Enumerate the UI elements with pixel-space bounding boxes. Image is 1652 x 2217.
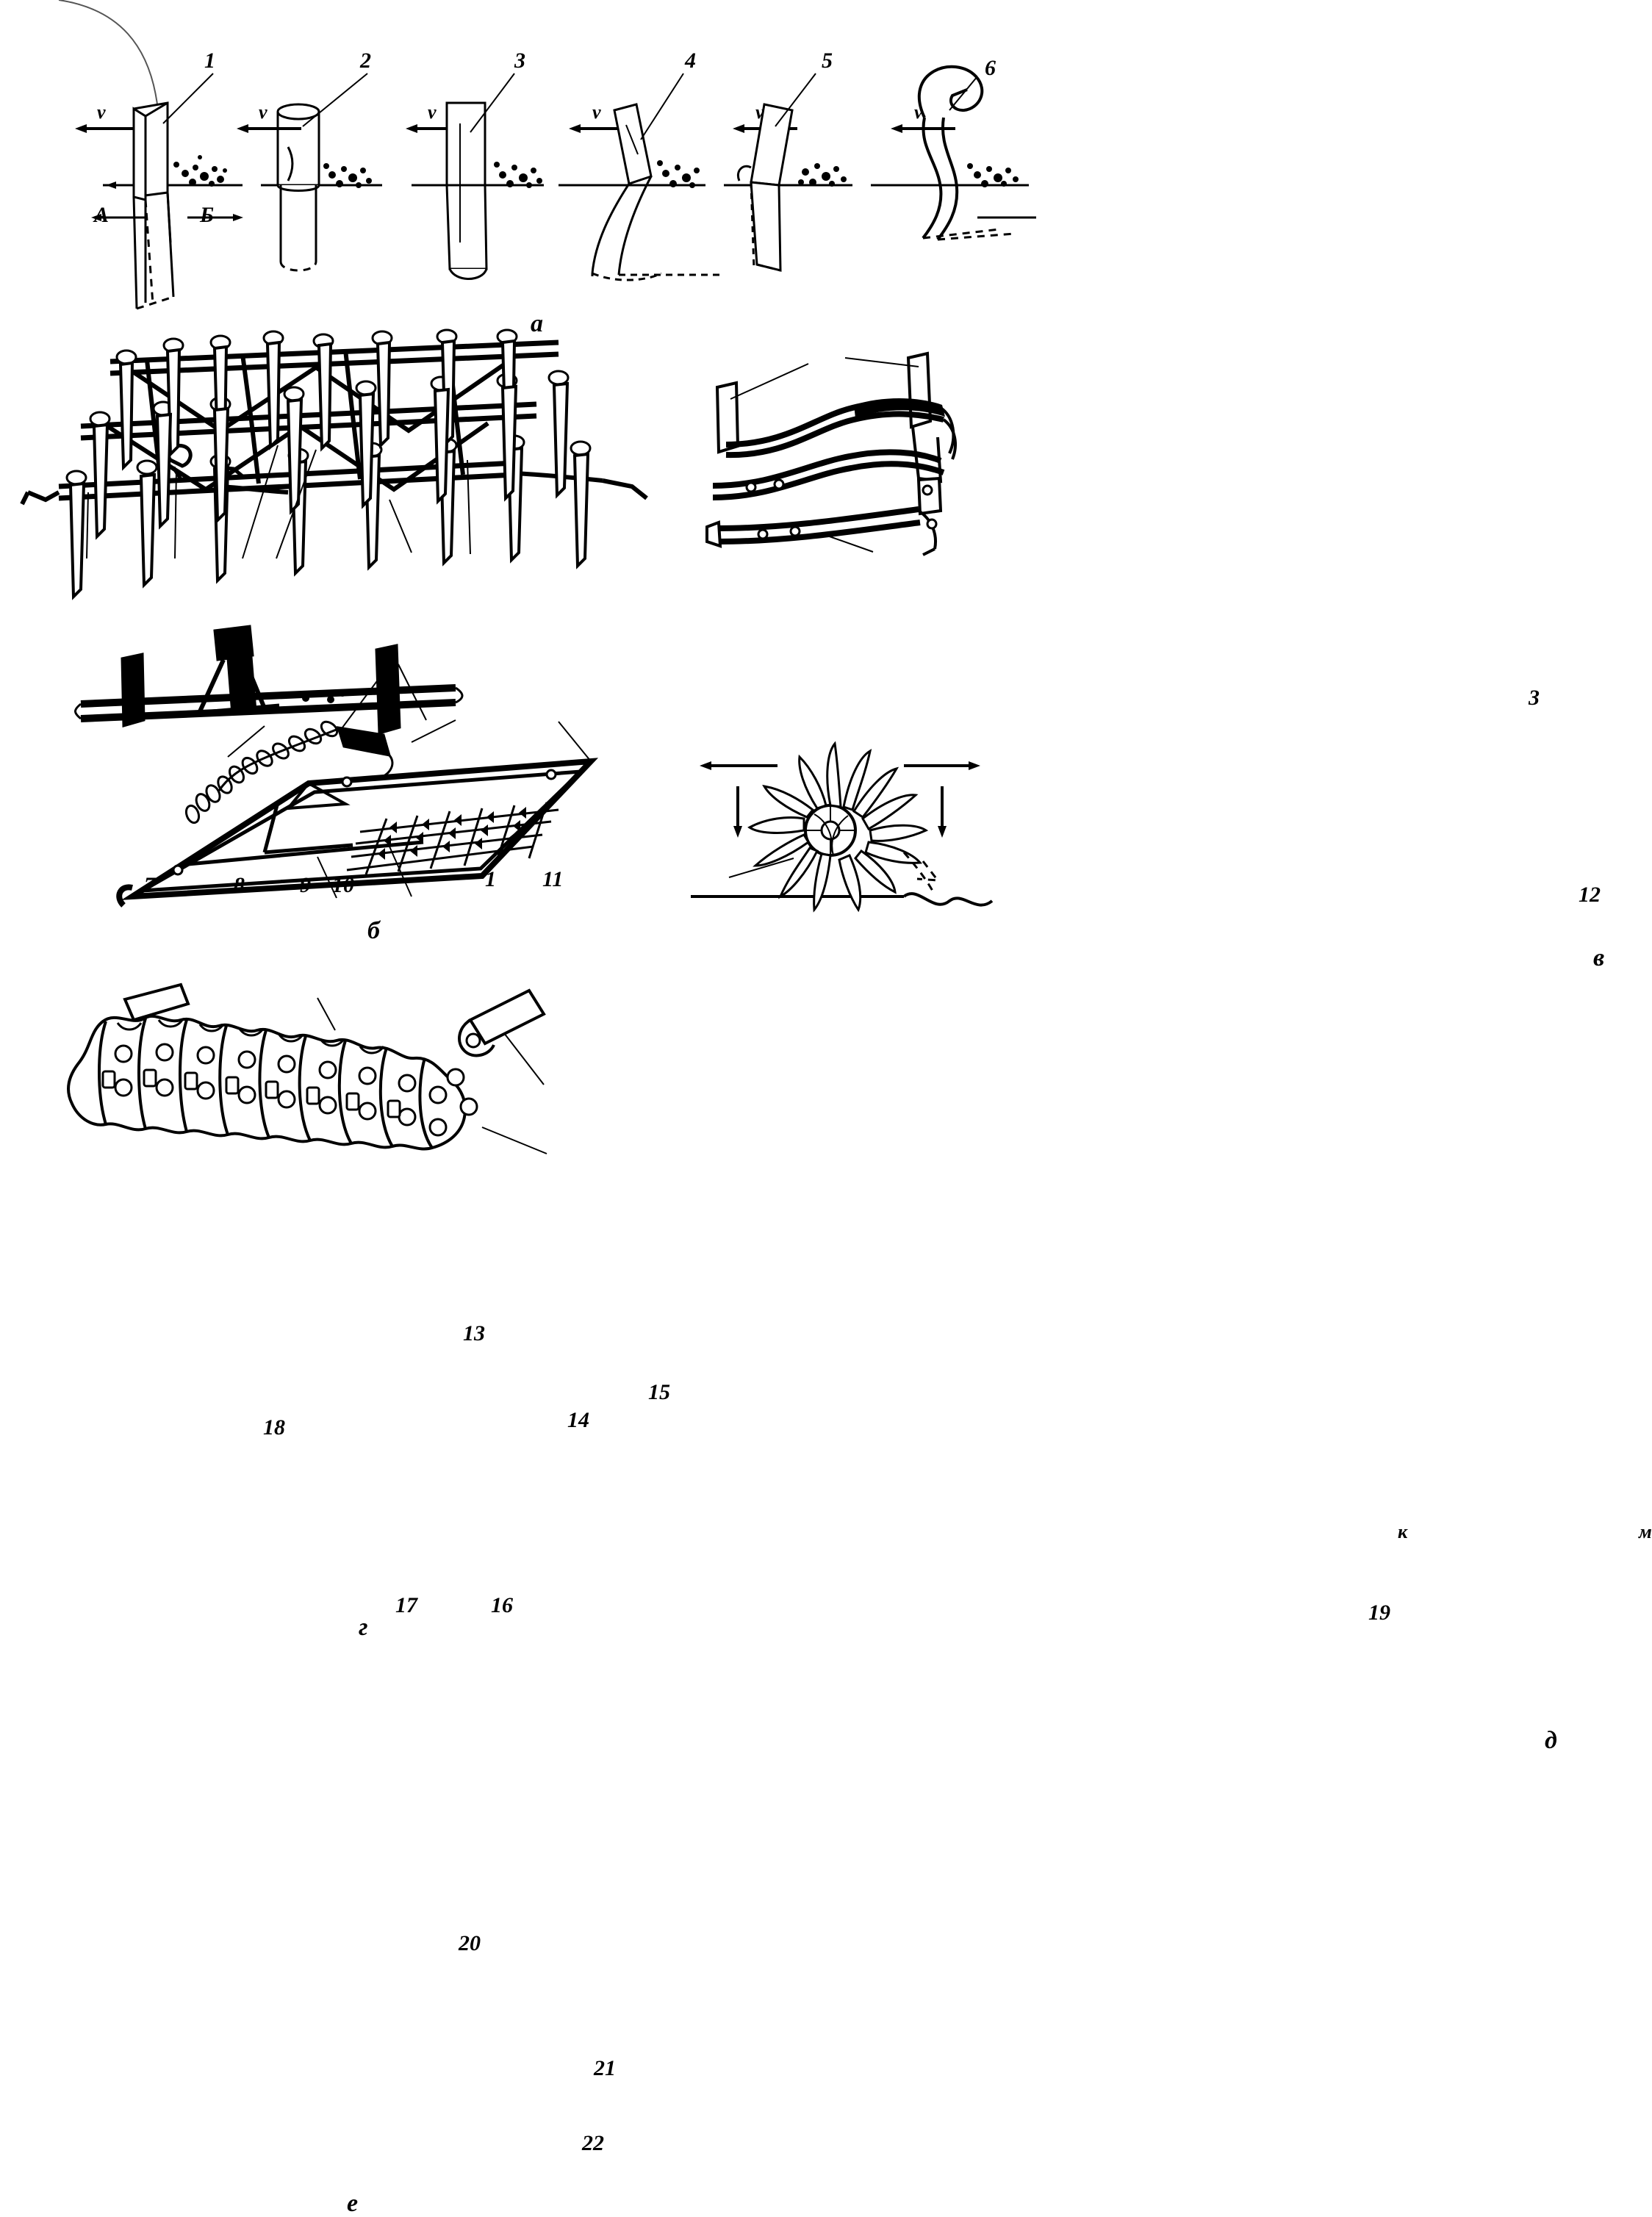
panel-caption-e: е <box>347 2190 359 2217</box>
velocity-label-2: v <box>259 101 267 123</box>
panel-e-drawing <box>29 977 632 1264</box>
panel-caption-b: б <box>367 917 380 944</box>
callout-v-12: 12 <box>1579 883 1601 907</box>
panel-caption-v: в <box>1593 944 1605 971</box>
callout-d-19: 19 <box>1368 1600 1390 1625</box>
panel-caption-g: г <box>359 1614 368 1641</box>
callout-a-5: 5 <box>822 48 833 73</box>
panel-d-drawing <box>683 735 1036 977</box>
callout-b-7: 7 <box>144 873 155 897</box>
velocity-label-1: v <box>97 101 106 123</box>
callout-a-3: 3 <box>514 48 525 73</box>
callout-g-14: 14 <box>567 1408 589 1432</box>
callout-b-1: 1 <box>485 867 496 891</box>
callout-b-8: 8 <box>234 873 245 897</box>
callout-b-10: 10 <box>332 873 354 897</box>
callout-g-16: 16 <box>491 1593 513 1617</box>
callout-a-1: 1 <box>204 48 215 73</box>
motion-label-m: м <box>1639 1521 1652 1542</box>
velocity-label-6: v <box>914 101 923 123</box>
panel-g <box>44 617 691 1641</box>
callout-a-2: 2 <box>360 48 371 73</box>
callout-a-4: 4 <box>685 48 696 73</box>
force-label-a: А <box>94 203 109 227</box>
panel-b <box>0 316 735 944</box>
force-label-b: Б <box>200 203 215 227</box>
velocity-label-3: v <box>428 101 437 123</box>
panel-a-drawing <box>0 0 1082 323</box>
velocity-label-5: v <box>755 101 764 123</box>
callout-g-17: 17 <box>395 1593 417 1617</box>
callout-a-6: 6 <box>985 56 996 80</box>
velocity-label-4: v <box>592 101 601 123</box>
panel-caption-d: д <box>1545 1727 1557 1754</box>
callout-b-11: 11 <box>542 867 564 891</box>
callout-e-20: 20 <box>459 1931 481 1955</box>
callout-b-9: 9 <box>300 873 311 897</box>
panel-v <box>698 334 1605 971</box>
callout-g-15: 15 <box>648 1380 670 1404</box>
callout-g-18: 18 <box>263 1415 285 1440</box>
panel-b-drawing <box>0 316 735 632</box>
panel-v-drawing <box>698 334 1082 621</box>
callout-g-13: 13 <box>463 1321 485 1345</box>
callout-e-22: 22 <box>582 2131 604 2155</box>
panel-a <box>0 0 1082 337</box>
callout-e-21: 21 <box>594 2056 616 2080</box>
panel-caption-a: а <box>531 310 543 337</box>
panel-g-drawing <box>44 617 691 970</box>
callout-v-3: 3 <box>1529 686 1540 710</box>
motion-label-k: к <box>1398 1521 1408 1542</box>
